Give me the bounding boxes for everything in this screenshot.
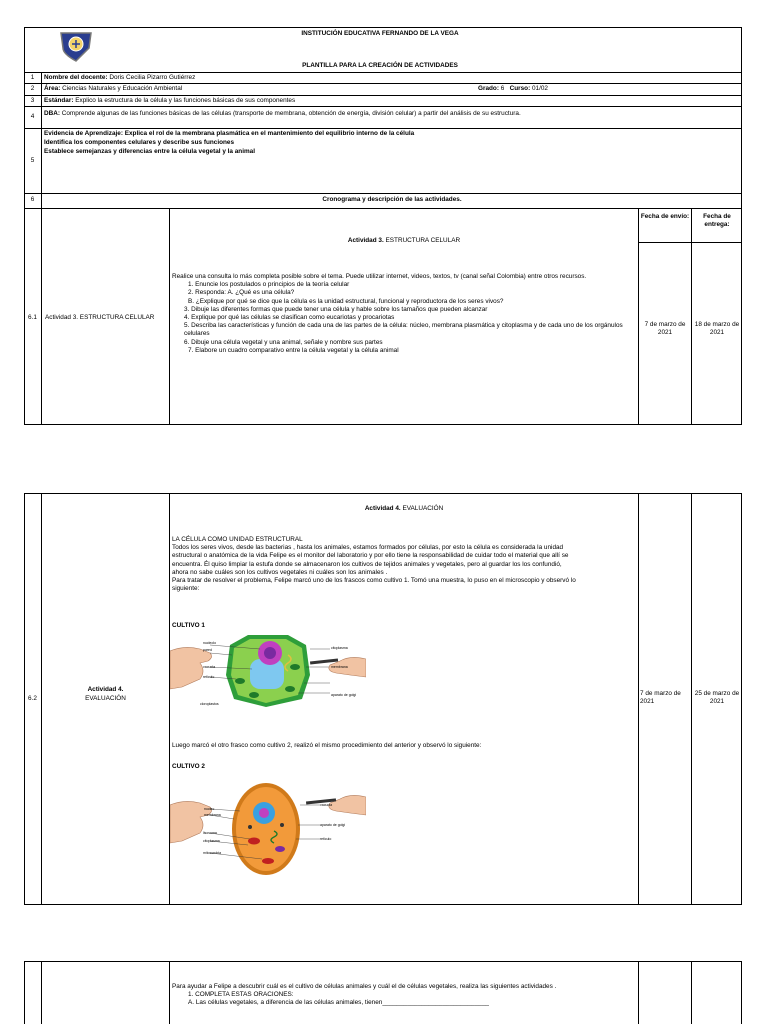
activity4-subname: EVALUACIÓN [85, 695, 126, 702]
grade-label: Grado: [478, 85, 499, 92]
activity3-sent-date: 7 de marzo de 2021 [644, 321, 686, 336]
culture2-label: CULTIVO 2 [172, 763, 205, 770]
row-number: 5 [30, 157, 35, 164]
plant-cell-illustration [170, 631, 366, 709]
activity4-due-date: 25 de marzo de 2021 [694, 690, 740, 705]
activity4-plan: Para tratar de resolver el problema, Felipe marcó uno de los frascos como cultivo 1. Tomó una muestra, lo puso en el microscopio y observó lo siguiente: [172, 577, 576, 593]
row-number: 1 [30, 74, 35, 81]
plant-label: citoplasma [331, 646, 348, 650]
activity4-name: Actividad 4. [87, 686, 124, 693]
area-label: Área: [44, 85, 61, 92]
activity4-title [170, 505, 638, 513]
animal-label: citoplasma [203, 839, 220, 843]
activity3-item: 3. Dibuje las diferentes formas que puede tener una célula y hable sobre los tamaños que pueden alcanzar [184, 305, 488, 313]
activity3-item: 5. Describa las características y función de cada una de las partes de la célula: núcleo, membrana plasmática y citoplasma y de cada uno de los orgánulos celulares [184, 322, 623, 338]
activity4-title-bold: Actividad 4. [364, 505, 401, 512]
grade-value: 6 [498, 85, 505, 92]
activity5-item: A. Las células vegetales, a diferencia de las células animales, tienen______________________________ [188, 999, 489, 1007]
activity3-item: 2. Responda: A. ¿Qué es una célula? [188, 289, 295, 297]
teacher-label: Nombre del docente: [44, 74, 108, 81]
animal-label: mitocondria [203, 851, 222, 855]
animal-cell-image [170, 779, 366, 882]
template-title: PLANTILLA PARA LA CREACIÓN DE ACTIVIDADES [302, 62, 458, 69]
activity3-intro: Realice una consulta lo más completa posible sobre el tema. Puede utilizar internet, videos, textos, tv (canal señal Colombia) entre otros recursos. [172, 273, 587, 280]
course-label: Curso: [509, 85, 531, 92]
plant-label: pared [203, 648, 212, 652]
activity4-content [172, 536, 576, 593]
plant-label: cloroplastos [200, 702, 219, 706]
animal-label: vacuola [320, 803, 333, 807]
schedule-title: Cronograma y descripción de las actividades. [322, 196, 462, 203]
animal-label: reticulo [320, 837, 332, 841]
culture1-label: CULTIVO 1 [172, 622, 205, 629]
activity3-title-bold: Actividad 3. [347, 237, 384, 244]
standard-row [44, 97, 295, 105]
row-number: 6.2 [28, 695, 37, 702]
school-crest [58, 30, 94, 62]
activity3-content [172, 273, 627, 355]
teacher-name: Doris Cecilia Pizarro Gutiérrez [107, 74, 196, 81]
standard-label: Estándar: [44, 97, 74, 104]
row-number: 2 [30, 85, 35, 92]
teacher-row [44, 74, 195, 82]
dba-value: Comprende algunas de las funciones básicas de las células (transporte de membrana, obtención de energía, división celular) a partir del análisis de su estructura. [59, 110, 521, 117]
sent-date-header: Fecha de envío: [640, 213, 690, 220]
animal-label: nucleo [204, 807, 215, 811]
animal-label: lisosoma [203, 831, 217, 835]
plant-label: aparato de golgi [331, 693, 357, 697]
evidence-line: Evidencia de Aprendizaje: Explica el rol de la membrana plasmática en el mantenimiento del equilibrio interno de la célula [44, 130, 415, 137]
plant-label: membrana [331, 665, 348, 669]
animal-label: membrana [204, 813, 221, 817]
activity4-story: Todos los seres vivos, desde las bacterias , hasta los animales, estamos formados por células, por esto la célula es considerada la unidad estructural o anatómica de la vida Felipe es el monitor del laboratorio y por ello tiene la responsabilidad de cuidar todo el material que allí se encuentra. Él quiso limpiar la estufa donde se almacenaron los cultivos de tejidos animales y vegetales, pero al guardar los los confundió, ahora no sabe cuáles son los cultivos vegetales ni cuáles son los animales . [172, 544, 569, 576]
activity3-item: 1. Enuncie los postulados o principios de la teoría celular [188, 281, 350, 289]
activity5-content [172, 983, 562, 1008]
plant-label: reticulo [203, 675, 215, 679]
activity3-item: B. ¿Explique por qué se dice que la célula es la unidad estructural, funcional y reproductora de los seres vivos? [188, 297, 504, 305]
due-date-header: Fecha de entrega: [703, 213, 731, 228]
institution-name: INSTITUCIÓN EDUCATIVA FERNANDO DE LA VEGA [301, 30, 459, 37]
plant-label: vacuola [203, 665, 216, 669]
grade-course [478, 85, 548, 93]
row-number: 6 [30, 196, 35, 203]
activity4-then: Luego marcó el otro frasco como cultivo 2, realizó el mismo procedimiento del anterior y observó lo siguiente: [172, 742, 482, 749]
activity5-item: 1. COMPLETA ESTAS ORACIONES: [188, 991, 294, 999]
dba-row [44, 110, 521, 118]
activity3-item: 6. Dibuje una célula vegetal y una animal, señale y nombre sus partes [184, 338, 383, 346]
evidence-line: Identifica los componentes celulares y describe sus funciones [44, 139, 235, 146]
plant-cell-image [170, 631, 366, 709]
activity3-item: 4. Explique por qué las células se clasifican como eucariotas y procariotas [184, 314, 395, 322]
activity4-heading: LA CÉLULA COMO UNIDAD ESTRUCTURAL [172, 536, 303, 543]
animal-label: aparato de golgi [320, 823, 346, 827]
activity4-title-rest: EVALUACIÓN [400, 505, 444, 512]
activity5-intro: Para ayudar a Felipe a descubrir cuál es el cultivo de células animales y cuál el de células vegetales, realiza las siguientes actividades . [172, 983, 557, 990]
activity3-title-rest: ESTRUCTURA CELULAR [383, 237, 461, 244]
row-number: 6.1 [28, 314, 37, 321]
area-row [44, 85, 182, 93]
row-number: 4 [30, 113, 35, 120]
school-crest-icon [58, 30, 94, 62]
activity3-name: Actividad 3. ESTRUCTURA CELULAR [45, 314, 155, 321]
animal-cell-illustration [170, 779, 366, 882]
activity3-item: 7. Elabore un cuadro comparativo entre la célula vegetal y la célula animal [188, 346, 399, 354]
area-value: Ciencias Naturales y Educación Ambiental [60, 85, 183, 92]
activity4-sent-date: 7 de marzo de 2021 [640, 690, 681, 705]
row-number: 3 [30, 97, 35, 104]
activity3-due-date: 18 de marzo de 2021 [694, 321, 740, 336]
evidence-line: Establece semejanzas y diferencias entre la célula vegetal y la animal [44, 148, 256, 155]
plant-label: nucleolo [203, 641, 217, 645]
dba-label: DBA: [44, 110, 60, 117]
standard-value: Explico la estructura de la célula y las funciones básicas de sus componentes [73, 97, 296, 104]
course-value: 01/02 [530, 85, 548, 92]
activity3-title [170, 237, 638, 245]
